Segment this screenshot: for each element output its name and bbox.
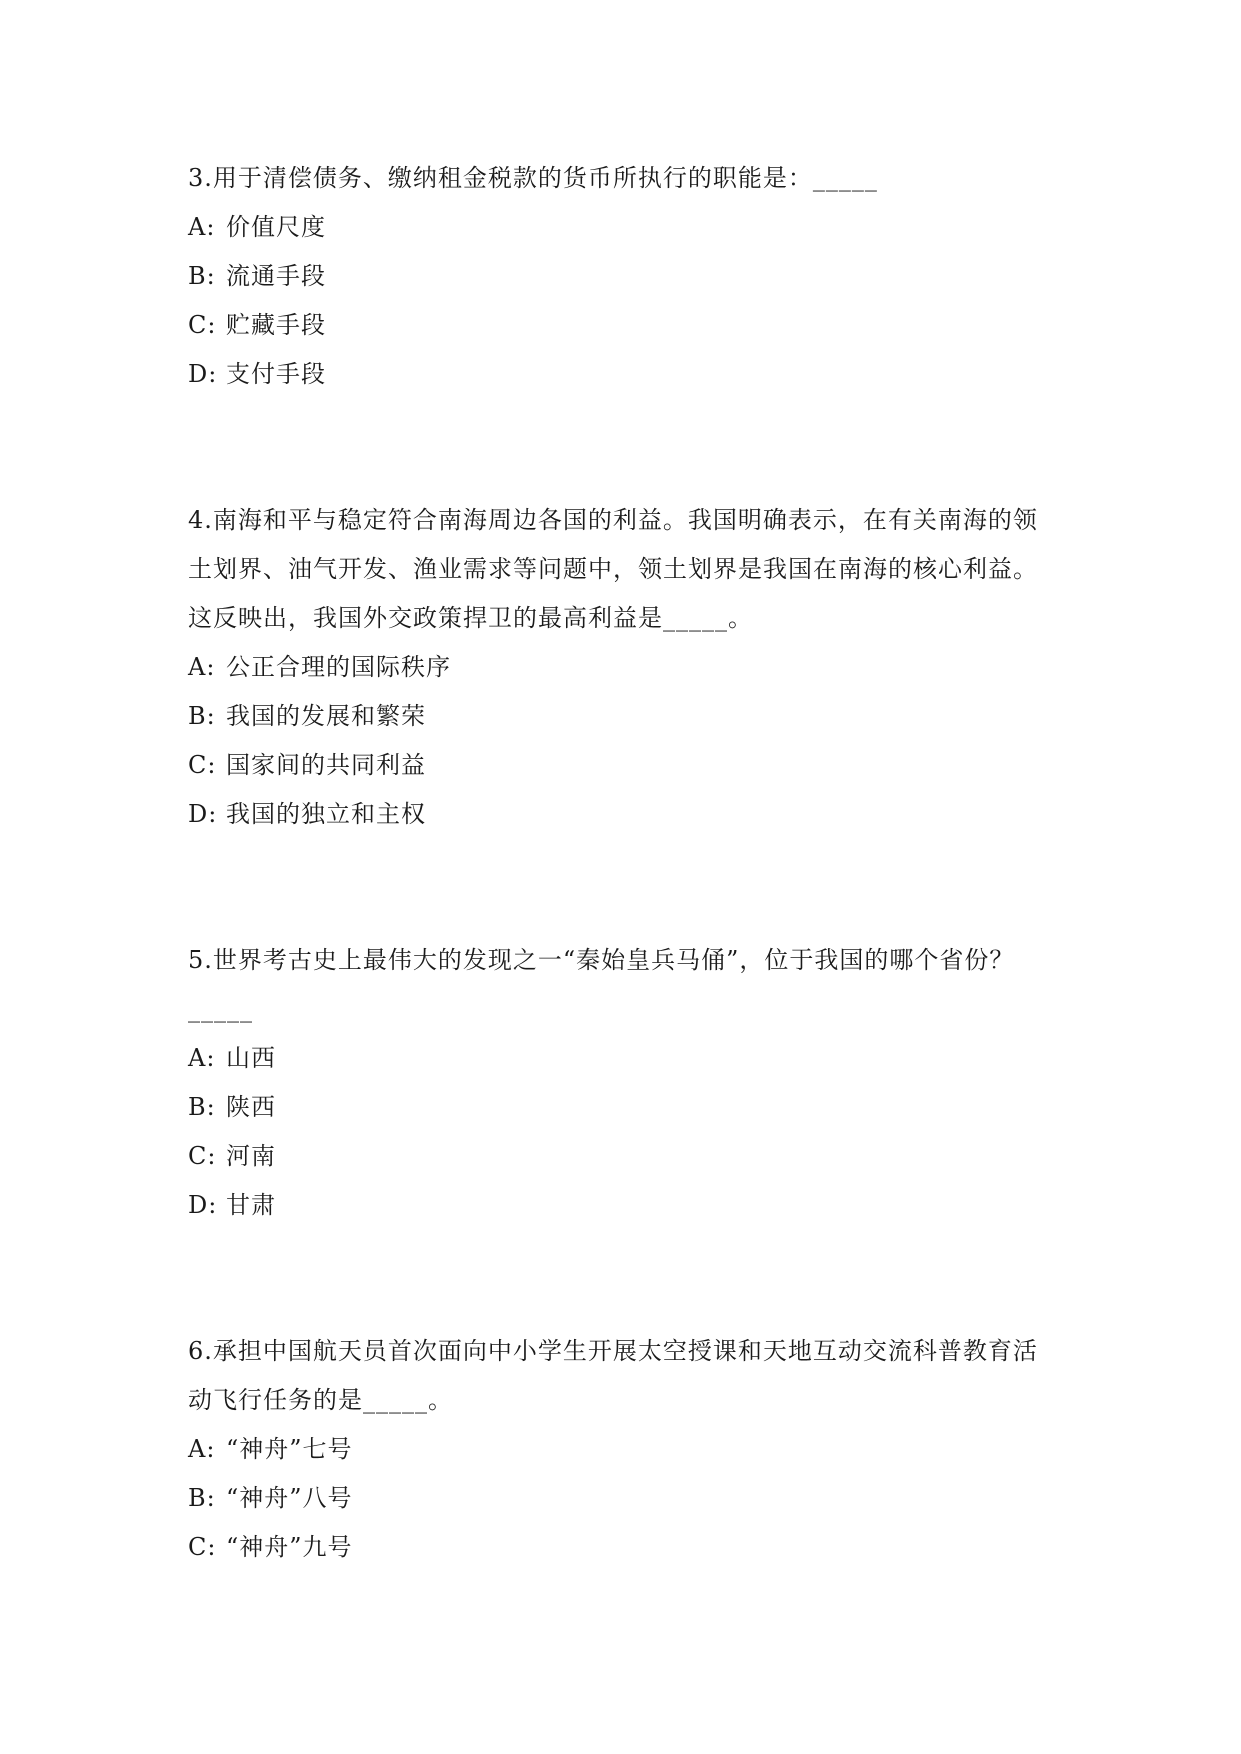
option-label: D: [188, 800, 218, 828]
question-5 [188, 936, 1058, 1230]
option-b [188, 1474, 1058, 1523]
question-3 [188, 154, 1058, 399]
option-label: C: [188, 1533, 217, 1561]
option-label: A: [188, 653, 216, 681]
option-label: D: [188, 1191, 218, 1219]
option-c [188, 301, 1058, 350]
option-label: D: [188, 360, 218, 388]
question-text: 土划界、油气开发、渔业需求等问题中，领土划界是我国在南海的核心利益。 [188, 555, 1038, 583]
option-text: 山西 [226, 1044, 276, 1072]
question-text: 5.世界考古史上最伟大的发现之一“秦始皇兵马俑”，位于我国的哪个省份？ [188, 946, 1015, 974]
option-b [188, 252, 1058, 301]
question-text: _____ [188, 995, 253, 1023]
question-text: 这反映出，我国外交政策捍卫的最高利益是_____。 [188, 604, 753, 632]
option-a [188, 1425, 1058, 1474]
option-text: “神舟”九号 [226, 1533, 353, 1561]
option-text: 公正合理的国际秩序 [226, 653, 451, 681]
question-6 [188, 1327, 1058, 1572]
option-text: 河南 [226, 1142, 276, 1170]
question-text: 6.承担中国航天员首次面向中小学生开展太空授课和天地互动交流科普教育活 [188, 1337, 1038, 1365]
option-label: B: [188, 262, 216, 290]
option-d [188, 790, 1058, 839]
option-label: A: [188, 1435, 216, 1463]
option-d [188, 1181, 1058, 1230]
option-label: C: [188, 311, 217, 339]
option-a [188, 203, 1058, 252]
option-b [188, 1083, 1058, 1132]
option-text: 甘肃 [226, 1191, 276, 1219]
option-label: A: [188, 1044, 216, 1072]
option-text: 贮藏手段 [226, 311, 326, 339]
option-label: B: [188, 702, 216, 730]
question-text: 动飞行任务的是_____。 [188, 1386, 453, 1414]
option-label: B: [188, 1093, 216, 1121]
option-label: C: [188, 1142, 217, 1170]
option-label: C: [188, 751, 217, 779]
option-text: “神舟”七号 [226, 1435, 353, 1463]
option-text: “神舟”八号 [226, 1484, 353, 1512]
option-c [188, 1523, 1058, 1572]
option-label: A: [188, 213, 216, 241]
option-c [188, 741, 1058, 790]
option-d [188, 350, 1058, 399]
option-a [188, 643, 1058, 692]
option-text: 我国的独立和主权 [226, 800, 426, 828]
question-4 [188, 496, 1058, 839]
option-text: 国家间的共同利益 [226, 751, 426, 779]
option-label: B: [188, 1484, 216, 1512]
option-text: 我国的发展和繁荣 [226, 702, 426, 730]
option-text: 陕西 [226, 1093, 276, 1121]
question-text: 4.南海和平与稳定符合南海周边各国的利益。我国明确表示，在有关南海的领 [188, 506, 1038, 534]
option-b [188, 692, 1058, 741]
option-text: 价值尺度 [226, 213, 326, 241]
option-a [188, 1034, 1058, 1083]
option-text: 支付手段 [226, 360, 326, 388]
question-text: 3.用于清偿债务、缴纳租金税款的货币所执行的职能是：_____ [188, 164, 878, 192]
option-c [188, 1132, 1058, 1181]
option-text: 流通手段 [226, 262, 326, 290]
